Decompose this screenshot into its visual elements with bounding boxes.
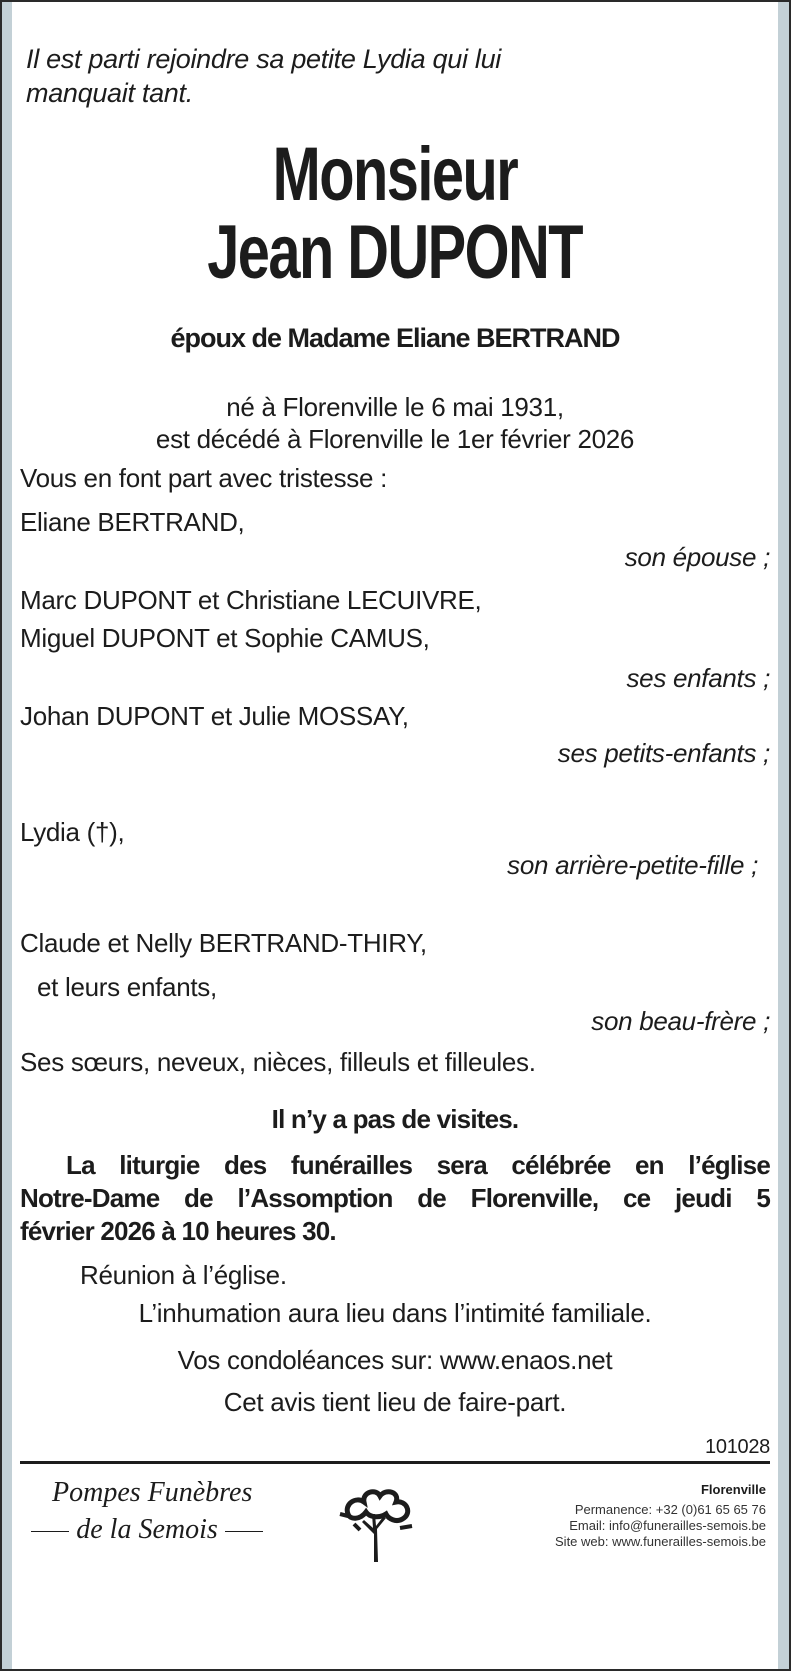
logo-line-1: Pompes Funèbres — [52, 1477, 253, 1508]
notice-sheet — [12, 2, 778, 1669]
family-relation: ses petits-enfants ; — [557, 738, 770, 768]
no-visits: Il n’y a pas de visites. — [271, 1104, 519, 1134]
family-relation: son épouse ; — [624, 542, 770, 572]
family-name: Claude et Nelly BERTRAND-THIRY, — [20, 928, 427, 958]
liturgy-line-2: Notre-Dame de l’Assomption de Florenville, ce jeudi 5 — [20, 1183, 770, 1213]
announce-line: Vous en font part avec tristesse : — [20, 463, 388, 493]
liturgy-line-3: février 2026 à 10 heures 30. — [20, 1216, 336, 1246]
family-name: Johan DUPONT et Julie MOSSAY, — [20, 701, 409, 731]
family-relation: ses enfants ; — [626, 663, 770, 693]
family-relation: son beau-frère ; — [591, 1006, 770, 1036]
family-relation: son arrière-petite-fille ; — [507, 850, 758, 880]
intro-line-2: manquait tant. — [26, 78, 193, 108]
birth-line: né à Florenville le 6 mai 1931, — [226, 392, 564, 422]
tree-logo-icon — [334, 1484, 419, 1564]
family-name: Lydia (†), — [20, 817, 125, 847]
title-name: Jean DUPONT — [207, 210, 583, 295]
title-honorific: Monsieur — [272, 132, 518, 217]
footer-city: Florenville — [700, 1482, 766, 1497]
logo-line-2: de la Semois — [22, 1514, 272, 1546]
reference-number: 101028 — [705, 1436, 770, 1458]
spouse-line: époux de Madame Eliane BERTRAND — [170, 323, 620, 353]
family-name: Eliane BERTRAND, — [20, 507, 245, 537]
family-name: Miguel DUPONT et Sophie CAMUS, — [20, 623, 430, 653]
family-name: et leurs enfants, — [37, 972, 217, 1002]
family-name: Marc DUPONT et Christiane LECUIVRE, — [20, 585, 482, 615]
footer-divider — [20, 1461, 770, 1464]
burial-line: L’inhumation aura lieu dans l’intimité familiale. — [138, 1298, 652, 1328]
notice-line: Cet avis tient lieu de faire-part. — [223, 1387, 567, 1417]
meeting-line: Réunion à l’église. — [80, 1260, 287, 1290]
footer-website: Site web: www.funerailles-semois.be — [555, 1534, 766, 1549]
liturgy-line-1: La liturgie des funérailles sera célébrée en l’église — [66, 1150, 770, 1180]
footer-phone: Permanence: +32 (0)61 65 65 76 — [574, 1502, 766, 1517]
death-line: est décédé à Florenville le 1er février 2026 — [155, 424, 635, 454]
condolences-line: Vos condoléances sur: www.enaos.net — [177, 1345, 613, 1375]
intro-line-1: Il est parti rejoindre sa petite Lydia qui lui — [26, 44, 501, 74]
others-line: Ses sœurs, neveux, nièces, filleuls et filleules. — [20, 1047, 536, 1077]
footer-email: Email: info@funerailles-semois.be — [569, 1518, 766, 1533]
